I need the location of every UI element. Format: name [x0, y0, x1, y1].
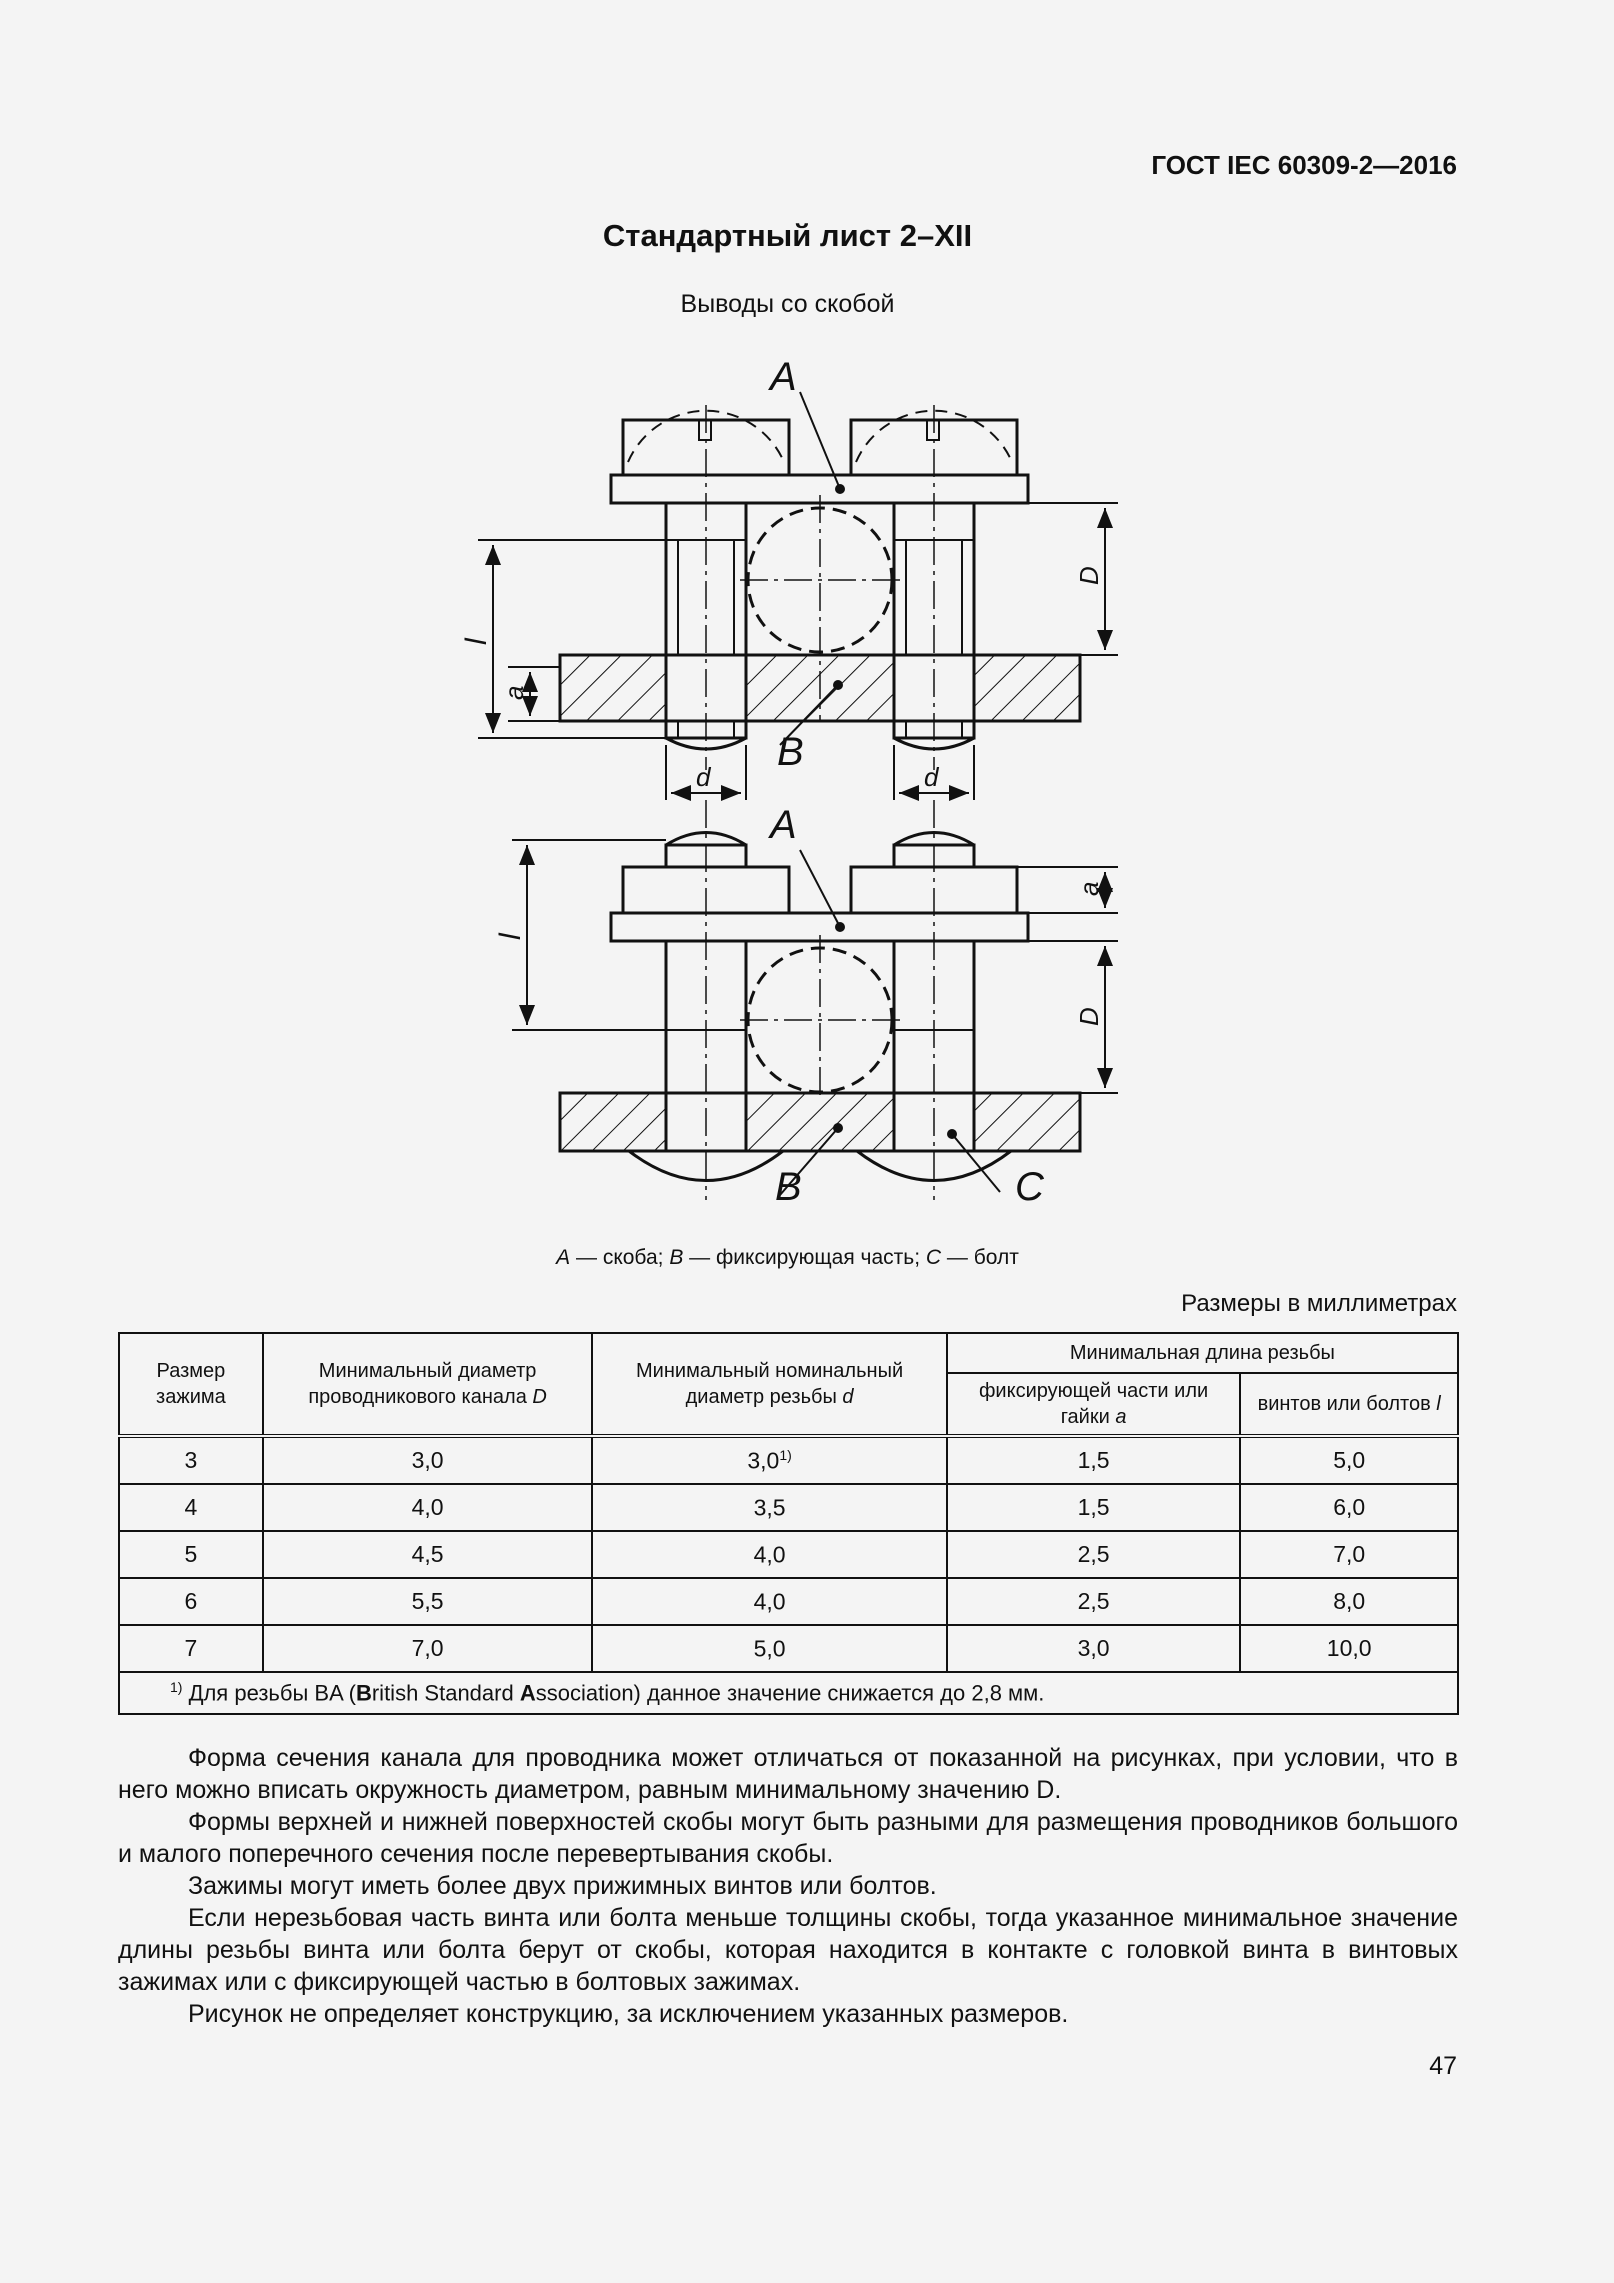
table-footnote: $^{1)}$ Для резьбы BA (British Standard Association) данное значение снижается до 2,8 мм.	[119, 1672, 1458, 1714]
label-B-upper: B	[777, 730, 804, 774]
upper-assembly	[560, 405, 1080, 770]
label-a-upper: a	[499, 685, 529, 700]
label-d-right: d	[924, 762, 939, 792]
header-size: Размер зажима	[119, 1333, 263, 1436]
table-row: 3 3,0 3,0$^{1)}$ 1,5 5,0	[119, 1436, 1458, 1484]
table-row: 4 4,0 3,5 1,5 6,0	[119, 1484, 1458, 1531]
paragraph: Формы верхней и нижней поверхностей скобы могут быть разными для размещения проводников большого и малого поперечного сечения после перевертывания скобы.	[118, 1808, 1458, 1868]
table-row: 6 5,5 4,0 2,5 8,0	[119, 1578, 1458, 1625]
label-B-lower: B	[775, 1165, 802, 1209]
label-D-lower: D	[1074, 1007, 1104, 1026]
base-bar-lower	[560, 1093, 1080, 1151]
sheet-subtitle: Выводы со скобой	[680, 290, 895, 318]
sheet-title: Стандартный лист 2–XII	[602, 218, 973, 253]
table-footnote-row	[119, 1672, 1458, 1714]
label-D-upper: D	[1074, 566, 1104, 585]
header-thread: Минимальный номинальный диаметр резьбы d	[592, 1333, 946, 1436]
figure-caption: A — скоба; B — фиксирующая часть; C — болт	[556, 1246, 1019, 1269]
paragraph: Зажимы могут иметь более двух прижимных винтов или болтов.	[188, 1872, 937, 1900]
paragraph: Если нерезьбовая часть винта или болта меньше толщины скобы, тогда указанное минимальное значение длины резьбы винта или болта берут от скобы, которая находится в контакте с головкой винта в винтовых зажимах или с фиксирующей частью в болтовых зажимах.	[118, 1904, 1458, 1996]
page-number: 47	[1429, 2052, 1457, 2080]
header-diameter: Минимальный диаметр проводникового канала D	[263, 1333, 593, 1436]
paragraph: Рисунок не определяет конструкцию, за исключением указанных размеров.	[188, 2000, 1069, 2028]
lower-assembly	[560, 800, 1080, 1200]
body-text	[118, 1742, 1458, 2030]
label-l-lower: l	[494, 933, 527, 940]
units-note: Размеры в миллиметрах	[1181, 1290, 1457, 1317]
label-a-lower: a	[1074, 881, 1104, 896]
label-A-lower: A	[770, 803, 797, 847]
table-row: 5 4,5 4,0 2,5 7,0	[119, 1531, 1458, 1578]
header-fixing-part: фиксирующей части или гайки a	[947, 1373, 1241, 1436]
table-row: 7 7,0 5,0 3,0 10,0	[119, 1625, 1458, 1672]
document-code: ГОСТ IEC 60309-2—2016	[1151, 150, 1457, 180]
header-bolts: винтов или болтов l	[1240, 1373, 1458, 1436]
label-d-left: d	[696, 762, 711, 792]
dimensions-table	[118, 1332, 1459, 1715]
header-min-length: Минимальная длина резьбы	[947, 1333, 1458, 1373]
paragraph: Форма сечения канала для проводника может отличаться от показанной на рисунках, при условии, что в него можно вписать окружность диаметром, равным минимальному значению D.	[118, 1744, 1458, 1804]
label-l-upper: l	[460, 638, 493, 645]
label-C: C	[1015, 1165, 1044, 1209]
label-A-upper: A	[770, 355, 797, 399]
